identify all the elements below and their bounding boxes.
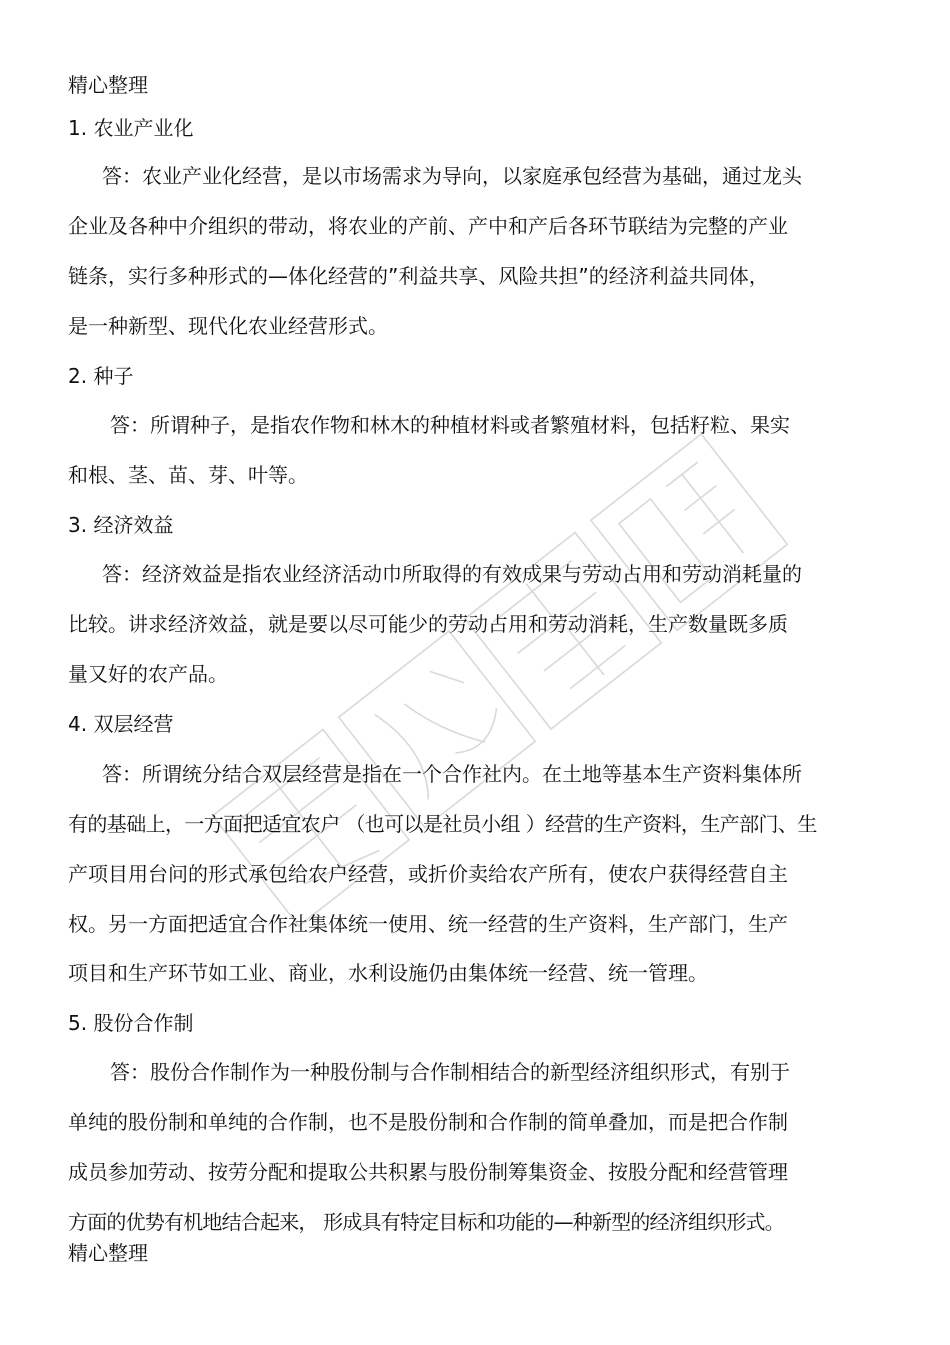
section-text-1-line-2: 企业及各种中介组织的带动，将农业的产前、产中和产后各环节联结为完整的产业	[68, 214, 788, 238]
section-text-4-line-3: 产项目用台问的形式承包给农户经营，或折价卖给农产所有，使农户获得经营自主	[68, 862, 788, 886]
page-footer: 精心整理	[68, 1241, 148, 1265]
section-text-4-line-2: 有的基础上，一方面把适宜农户 （也可以是社员小组 ）经营的生产资料，生产部门、生	[68, 812, 817, 836]
section-text-5-line-4: 方面的优势有机地结合起来， 形成具有特定目标和功能的—种新型的经济组织形式。	[68, 1210, 784, 1234]
section-text-5-line-3: 成员参加劳动、按劳分配和提取公共积累与股份制筹集资金、按股分配和经营管理	[68, 1160, 788, 1184]
section-title-5: 5. 股份合作制	[68, 1011, 194, 1035]
section-title-4: 4. 双层经营	[68, 712, 174, 736]
section-title-3: 3. 经济效益	[68, 513, 174, 537]
section-text-2-line-1: 答：所谓种子，是指农作物和林木的种植材料或者繁殖材料，包括籽粒、果实	[110, 413, 790, 437]
section-text-1-line-4: 是一种新型、现代化农业经营形式。	[68, 314, 388, 338]
section-title-1: 1. 农业产业化	[68, 116, 194, 140]
section-text-4-line-1: 答：所谓统分结合双层经营是指在一个合作社内。在土地等基本生产资料集体所	[102, 762, 802, 786]
section-text-3-line-2: 比较。讲求经济效益，就是要以尽可能少的劳动占用和劳动消耗，生产数量既多质	[68, 612, 788, 636]
section-text-2-line-2: 和根、茎、苗、芽、叶等。	[68, 463, 308, 487]
section-text-1-line-3: 链条，实行多种形式的—体化经营的”利益共享、风险共担”的经济利益共同体，	[68, 264, 769, 288]
section-title-2: 2. 种子	[68, 364, 134, 388]
section-text-5-line-2: 单纯的股份制和单纯的合作制，也不是股份制和合作制的简单叠加，而是把合作制	[68, 1110, 788, 1134]
section-text-3-line-1: 答：经济效益是指农业经济活动巾所取得的有效成果与劳动占用和劳动消耗量的	[102, 562, 802, 586]
section-text-1-line-1: 答：农业产业化经营，是以市场需求为导向，以家庭承包经营为基础，通过龙头	[102, 164, 802, 188]
page-header: 精心整理	[68, 73, 148, 97]
section-text-4-line-4: 权。另一方面把适宜合作社集体统一使用、统一经营的生产资料，生产部门，生产	[68, 912, 788, 936]
section-text-3-line-3: 量又好的农产品。	[68, 662, 228, 686]
section-text-5-line-1: 答：股份合作制作为一种股份制与合作制相结合的新型经济组织形式，有别于	[110, 1060, 790, 1084]
section-text-4-line-5: 项目和生产环节如工业、商业，水利设施仍由集体统一经营、统一管理。	[68, 961, 708, 985]
